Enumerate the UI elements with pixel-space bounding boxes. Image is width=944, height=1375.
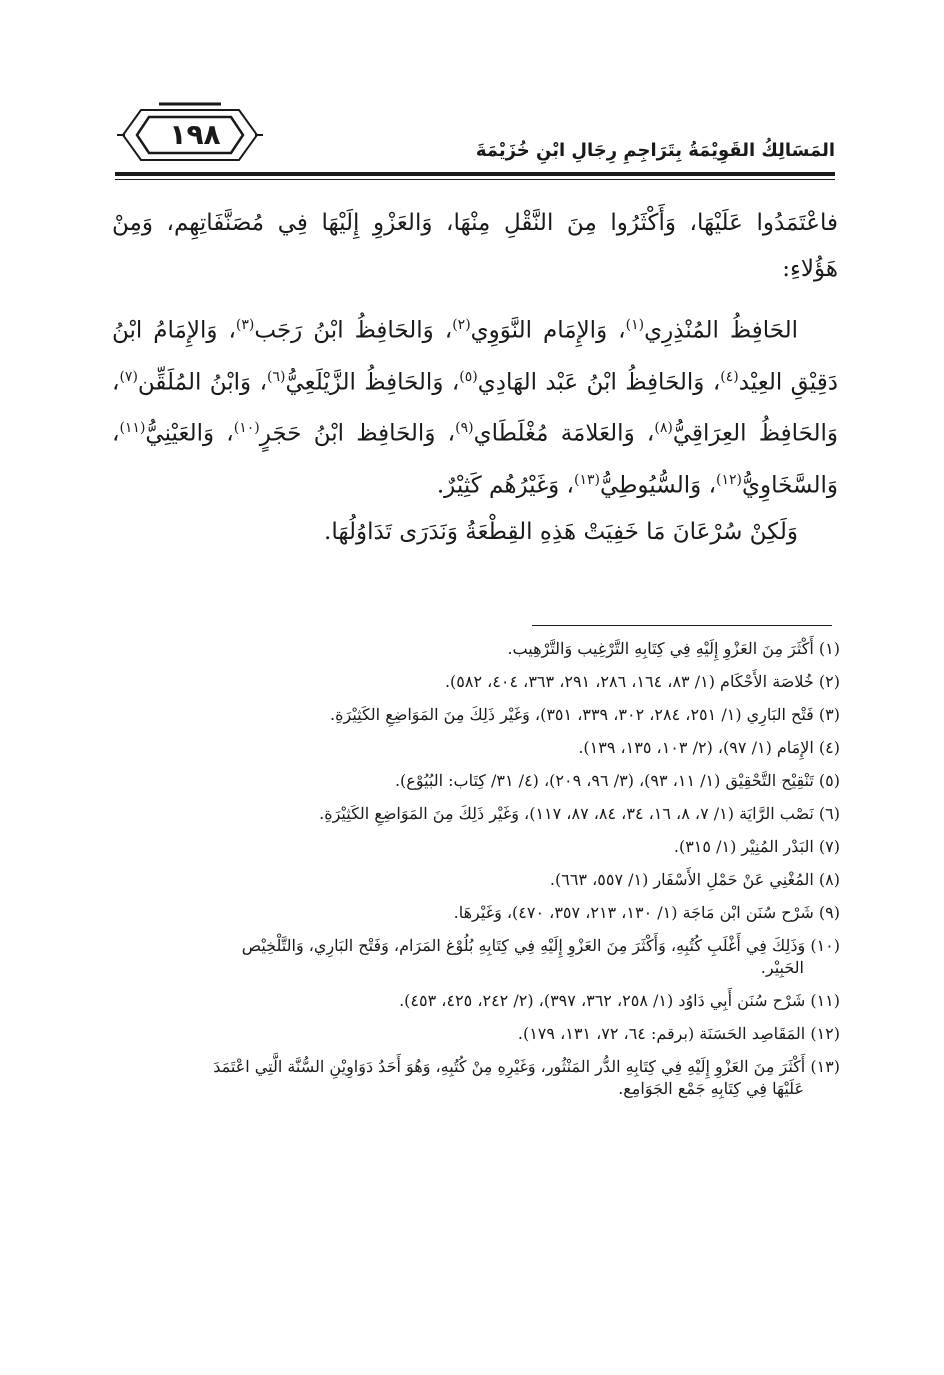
footnote-item — [112, 1023, 840, 1045]
footnote-ref[interactable]: (٤) — [720, 368, 739, 385]
footnote-item — [112, 869, 840, 891]
footnote-text: شَرْح سُنَن أَبِي دَاوُد (١/ ٢٥٨، ٣٦٢، ٣٩٧)، (٢/ ٢٤٢، ٤٢٥، ٤٥٣). — [399, 991, 806, 1010]
footnote-ref[interactable]: (٧) — [119, 368, 138, 385]
text-segment: ، وَالعَلامَة مُغْلَطَاي — [473, 420, 655, 447]
footnote-ref[interactable]: (٩) — [455, 420, 474, 437]
footnote-number: (٦) — [818, 804, 840, 823]
footnote-number: (٨) — [818, 870, 840, 889]
footnote-ref[interactable]: (٥) — [459, 368, 478, 385]
footnote-ref[interactable]: (١٠) — [233, 420, 260, 437]
footnote-item — [112, 803, 840, 825]
footnote-ref[interactable]: (١٢) — [716, 471, 742, 488]
footnote-text: فَتْح البَارِي (١/ ٢٥١، ٢٨٤، ٣٠٢، ٣٣٩، ٣٥١)، وَغَيْر ذَلِكَ مِنَ المَوَاضِعِ الكَثِيْرَةِ. — [330, 705, 814, 724]
text-segment: الحَافِظُ المُنْذِرِي — [644, 317, 798, 344]
footnote-item — [112, 737, 840, 759]
paragraph-1: فاعْتَمَدُوا عَلَيْهَا، وَأَكْثَرُوا مِنَ النَّقْلِ مِنْهَا، وَالعَزْوِ إِلَيْهَا فِي مُصَنَّفَاتِهِم، وَمِنْ هَؤُلاءِ: — [112, 210, 838, 282]
footnote-item — [112, 990, 840, 1012]
footnote-ref[interactable]: (٢) — [452, 317, 471, 333]
footnote-item — [112, 935, 840, 979]
footnote-ref[interactable]: (١٣) — [573, 471, 600, 488]
footnote-text: البَدْر المُنِيْر (١/ ٣١٥). — [673, 837, 814, 856]
footnote-item — [112, 770, 840, 792]
footnote-text: تَنْقِيْح التَّحْقِيْق (١/ ١١، ٩٣)، (٣/ ٩٦، ٢٠٩)، (٤/ ٣١/ كِتَاب: البُيُوْع). — [394, 771, 814, 790]
footnote-text: نَصْب الرَّايَة (١/ ٧، ٨، ١٦، ٣٤، ٨٤، ٨٧، ١١٧)، وَغَيْر ذَلِكَ مِنَ المَوَاضِعِ الكَثِيْرَةِ. — [319, 804, 814, 823]
text-segment: ، وَالحَافِظُ العِرَاقِيُّ — [112, 369, 838, 447]
footnote-number: (١) — [818, 639, 840, 658]
footnote-text: شَرْح سُنَن ابْن مَاجَة (١/ ١٣٠، ٢١٣، ٣٥٧، ٤٧٠)، وَغَيْرهَا. — [453, 903, 814, 922]
footnote-item — [112, 671, 840, 693]
footnote-text: المَقَاصِد الحَسَنَة (برقم: ٦٤، ٧٢، ١٣١، ١٧٩). — [517, 1024, 806, 1043]
footnote-continuation: الحَبِيْر. — [760, 958, 804, 977]
footnote-text: أَكْثَرَ مِنَ العَزْوِ إِلَيْهِ فِي كِتَابِهِ التَّرْغِيب وَالتَّرْهِيب. — [507, 639, 814, 658]
footnote-number: (٧) — [818, 837, 840, 856]
footnote-number: (١١) — [810, 991, 840, 1010]
text-segment: ، وَابْنُ المُلَقِّن — [137, 369, 267, 396]
footnote-text: خُلاصَة الأَحْكَام (١/ ٨٣، ١٦٤، ٢٨٦، ٢٩١، ٣٦٣، ٤٠٤، ٥٨٢). — [444, 672, 814, 691]
footnote-continuation: عَلَيْهَا فِي كِتَابِهِ جَمْع الجَوَامِع. — [618, 1079, 804, 1098]
text-segment: ، وَالسَّخَاوِيُّ — [112, 420, 838, 499]
footnote-item — [112, 902, 840, 924]
main-text — [112, 200, 838, 555]
footnote-text: وَذَلِكَ فِي أَغْلَبِ كُتُبِهِ، وَأَكْثَرَ مِنَ العَزْوِ إِلَيْهِ فِي كِتَابِهِ بُلُوْغ المَرَام، وَفَتْح البَارِي، وَالتَّلْخِيْص — [241, 936, 806, 955]
footnote-text: الإِمَام (١/ ٩٧)، (٢/ ١٠٣، ١٣٥، ١٣٩). — [578, 738, 814, 757]
footnote-number: (١٠) — [810, 936, 840, 955]
text-segment: ، وَالسُّيُوطِيُّ — [599, 472, 717, 499]
footnote-number: (٥) — [818, 771, 840, 790]
footnote-ref[interactable]: (٣) — [235, 317, 255, 333]
text-segment: ، وَالحَافِظُ الزَّيْلَعِيُّ — [285, 369, 460, 396]
text-segment: ، وَالحَافِظ ابْنُ حَجَرٍ — [259, 420, 456, 447]
paragraph-3: وَلَكِنْ سُرْعَانَ مَا خَفِيَتْ هَذِهِ القِطْعَةُ وَنَدَرَى تَدَاوُلُهَا. — [324, 518, 798, 545]
footnote-item — [112, 1056, 840, 1100]
footnote-ref[interactable]: (١١) — [119, 420, 146, 437]
footnote-number: (١٢) — [810, 1024, 840, 1043]
header-rule-thin — [115, 179, 835, 180]
page-header — [115, 100, 835, 180]
footnote-number: (١٣) — [810, 1057, 840, 1076]
footnote-item — [112, 836, 840, 858]
footnote-number: (٣) — [818, 705, 840, 724]
header-rule-thick — [115, 172, 835, 176]
text-segment: ، وَالإِمَام النَّوَوِي — [470, 317, 626, 344]
text-segment: ، وَغَيْرُهُم كَثِيْرٌ. — [436, 472, 574, 499]
text-segment: ، وَالحَافِظُ ابْنُ رَجَب — [254, 317, 453, 344]
running-title: المَسَالِكُ القَوِيْمَةُ بِتَرَاجِمِ رِجَالِ ابْنِ خُزَيْمَةَ — [475, 140, 835, 161]
footnote-number: (٢) — [818, 672, 840, 691]
footnote-item — [112, 704, 840, 726]
footnote-ref[interactable]: (٦) — [267, 368, 286, 385]
footnote-ref[interactable]: (١) — [625, 317, 645, 333]
footnote-ref[interactable]: (٨) — [654, 420, 673, 437]
footnote-text: أَكْثَرَ مِنَ العَزْوِ إِلَيْهِ فِي كِتَابِهِ الدُّر المَنْثُور، وَغَيْرِهِ مِنْ كُتُبِهِ، وَهُوَ أَحَدُ دَوَاوِيْنِ السُّنَّة الَّتِي اعْتَمَدَ — [213, 1057, 806, 1076]
text-segment: ، وَالإِمَامُ ابْنُ دَقِيْقِ العِيْد — [112, 317, 838, 396]
footnote-item — [112, 638, 840, 660]
footnote-number: (٩) — [818, 903, 840, 922]
footnote-separator — [532, 625, 832, 626]
paragraph-2 — [112, 302, 838, 509]
footnote-number: (٤) — [818, 738, 840, 757]
footnotes — [112, 638, 840, 1111]
text-segment: ، وَالحَافِظُ ابْنُ عَبْد الهَادِي — [477, 369, 721, 396]
page-number: ١٩٨ — [169, 118, 221, 151]
footnote-text: المُغْنِي عَنْ حَمْلِ الأَسْفَار (١/ ٥٥٧، ٦٦٣). — [549, 870, 814, 889]
text-segment: ، وَالعَيْنِيُّ — [145, 420, 234, 447]
